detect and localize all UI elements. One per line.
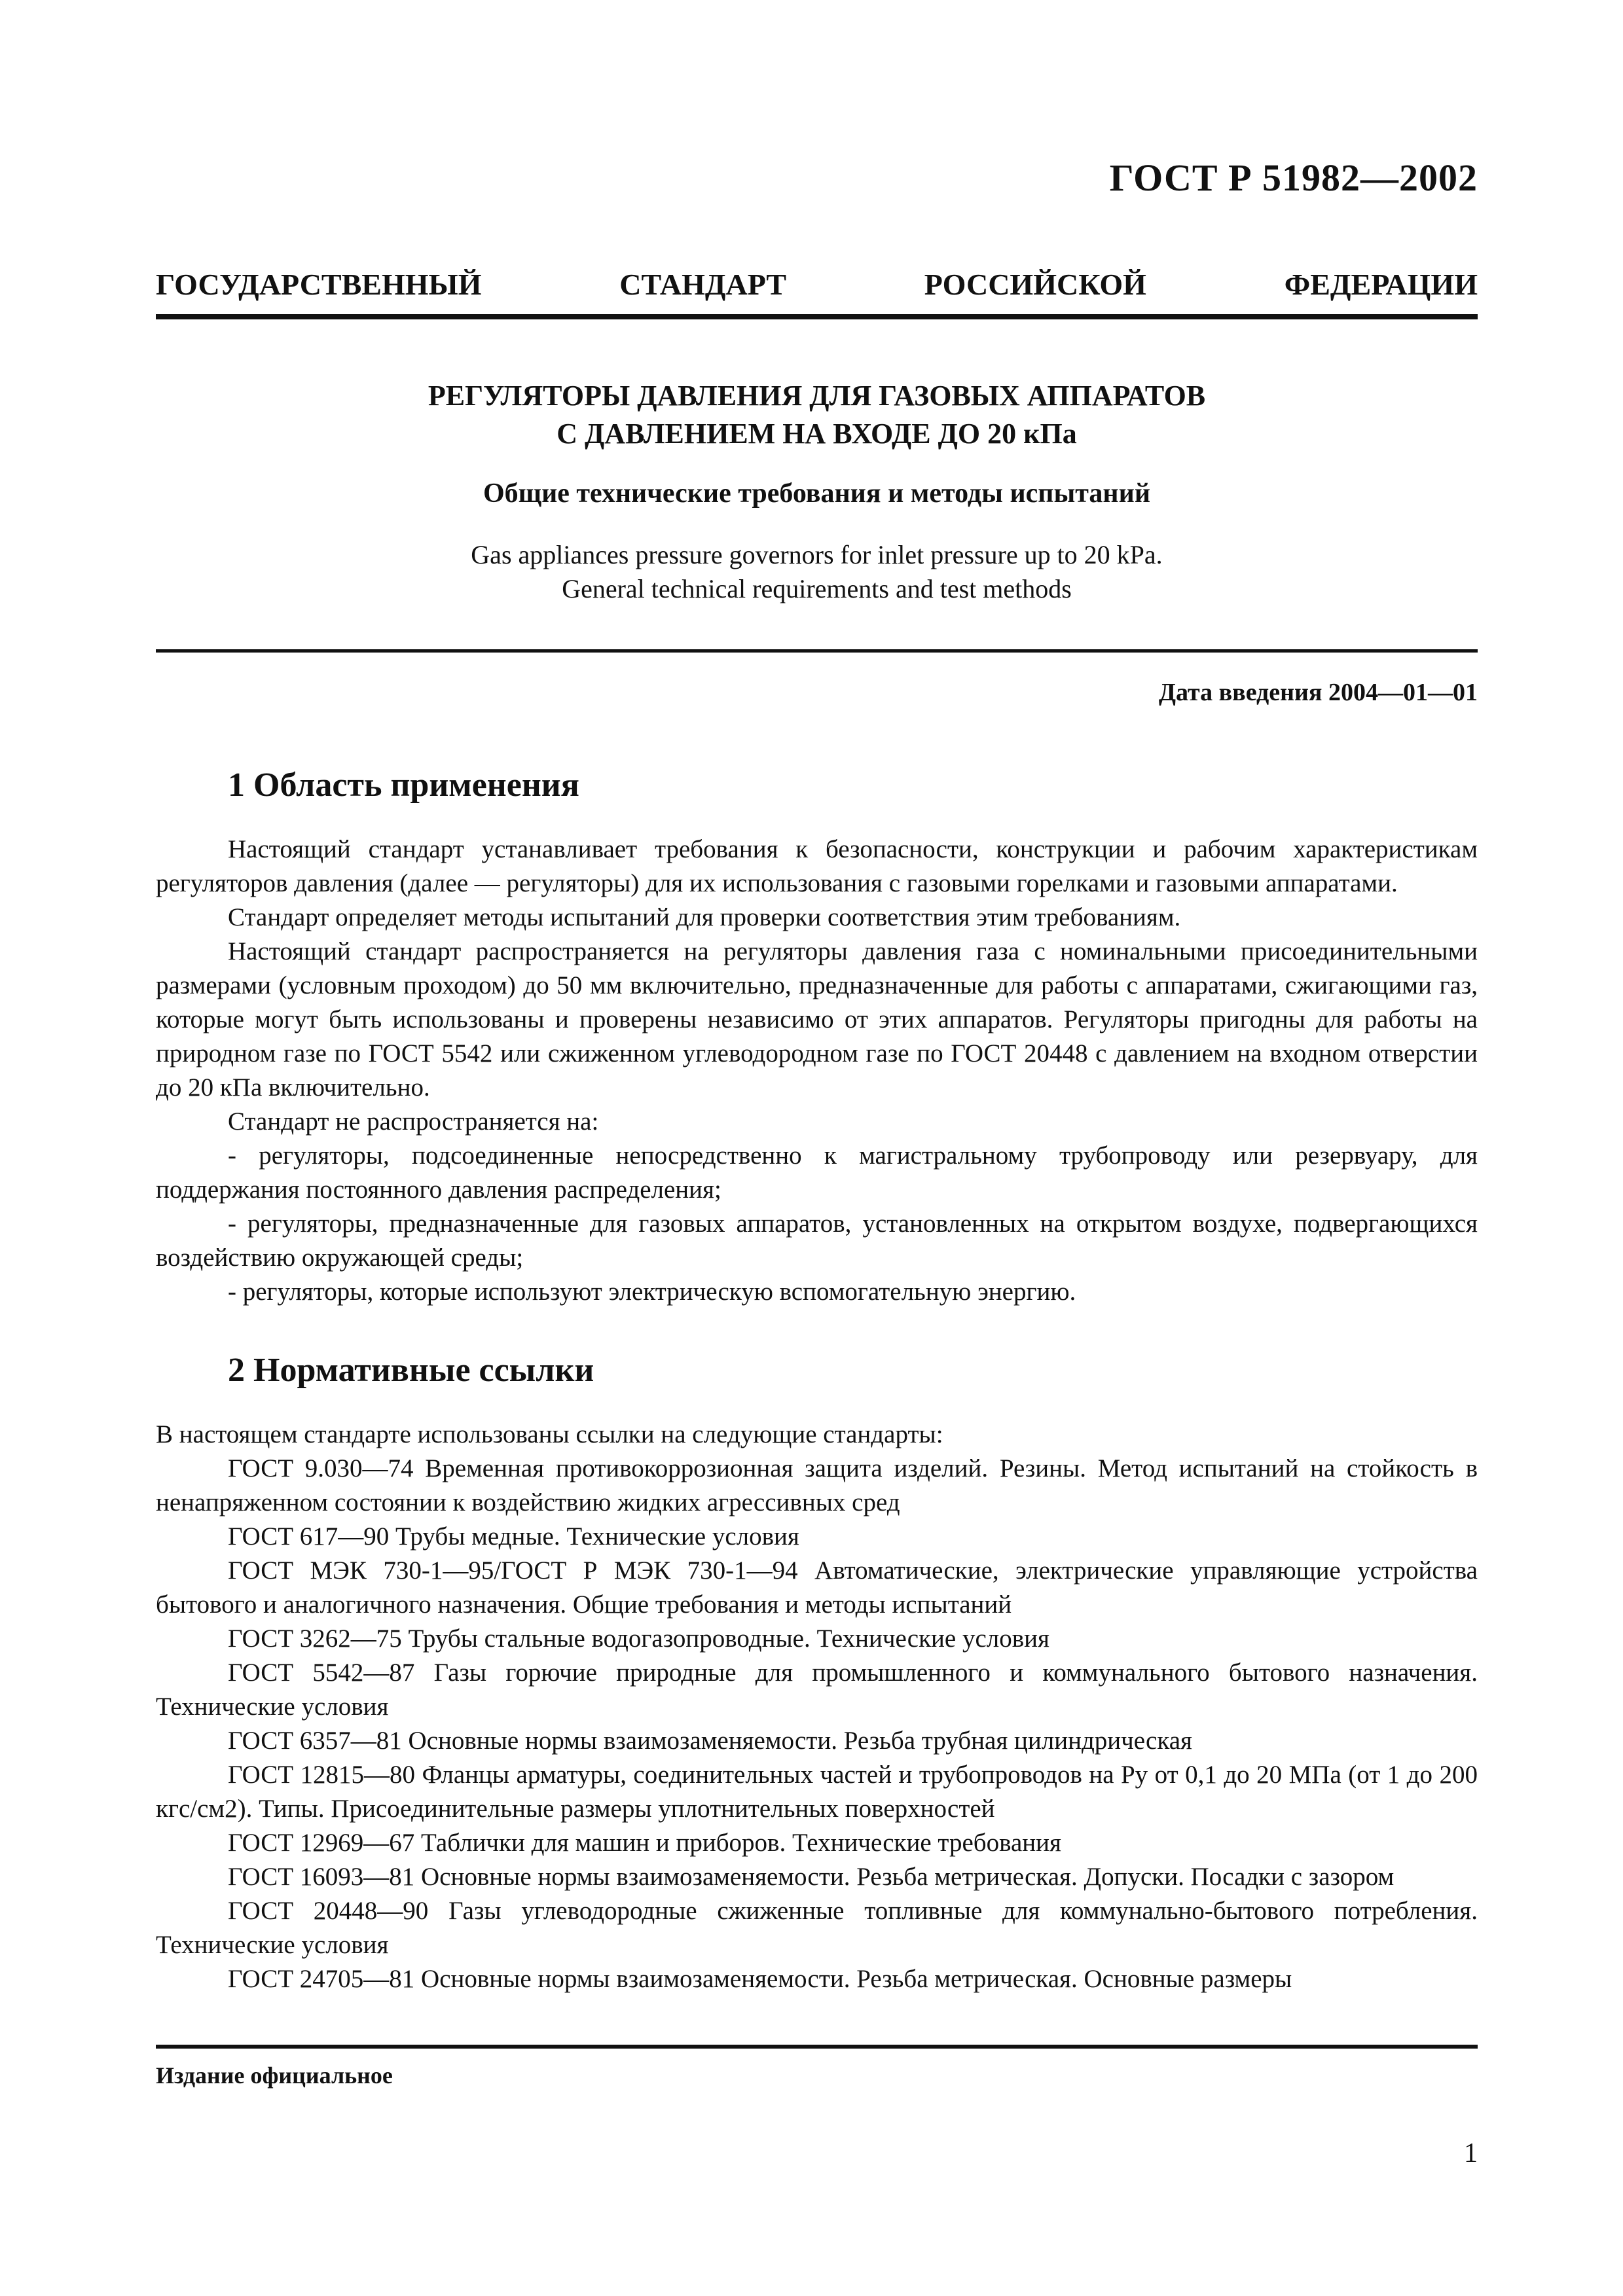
reference-item: ГОСТ 16093—81 Основные нормы взаимозаменяемости. Резьба метрическая. Допуски. Посадки с зазором bbox=[228, 1863, 1395, 1891]
reference-item: ГОСТ 9.030—74 Временная противокоррозионная защита изделий. Резины. Метод испытаний на стойкость в ненапряженном состоянии к воздействию жидких агрессивных сред bbox=[156, 1454, 1478, 1516]
document-title bbox=[156, 377, 1478, 453]
paragraph: - регуляторы, предназначенные для газовых аппаратов, установленных на открытом воздухе, подвергающихся воздействию окружающей среды; bbox=[156, 1210, 1478, 1272]
section-2-heading: 2 Нормативные ссылки bbox=[228, 1352, 594, 1389]
reference-item: ГОСТ 3262—75 Трубы стальные водогазопроводные. Технические условия bbox=[228, 1624, 1049, 1653]
document-subtitle: Общие технические требования и методы испытаний bbox=[483, 478, 1151, 509]
introduction-date: Дата введения 2004—01—01 bbox=[1158, 679, 1478, 706]
header-rule bbox=[156, 314, 1478, 319]
reference-item: ГОСТ 24705—81 Основные нормы взаимозаменяемости. Резьба метрическая. Основные размеры bbox=[228, 1965, 1292, 1993]
org-word: СТАНДАРТ bbox=[619, 268, 787, 301]
paragraph: Настоящий стандарт устанавливает требования к безопасности, конструкции и рабочим характеристикам регуляторов давления (далее — регуляторы) для их использования с газовыми горелками и газовыми аппаратами. bbox=[156, 835, 1478, 897]
title-line: С ДАВЛЕНИЕМ НА ВХОДЕ ДО 20 кПа bbox=[556, 418, 1077, 450]
reference-item: ГОСТ 12969—67 Таблички для машин и приборов. Технические требования bbox=[228, 1829, 1061, 1857]
reference-item: ГОСТ 6357—81 Основные нормы взаимозаменяемости. Резьба трубная цилиндрическая bbox=[228, 1727, 1192, 1755]
page-number: 1 bbox=[1464, 2138, 1478, 2168]
org-word: ГОСУДАРСТВЕННЫЙ bbox=[156, 268, 482, 301]
document-number: ГОСТ Р 51982—2002 bbox=[1109, 156, 1478, 199]
edition-label: Издание официальное bbox=[156, 2062, 393, 2089]
title-rule bbox=[156, 649, 1478, 653]
org-word: ФЕДЕРАЦИИ bbox=[1284, 268, 1478, 301]
paragraph: Настоящий стандарт распространяется на регуляторы давления газа с номинальными присоединительными размерами (условным проходом) до 50 мм включительно, предназначенные для работы с аппаратами, сжигающими газ, которые могут быть использованы и проверены независимо от этих аппаратов. Регуляторы пригодны для работы на природном газе по ГОСТ 5542 или сжиженном углеводородном газе по ГОСТ 20448 с давлением на входном отверстии до 20 кПа включительно. bbox=[156, 937, 1478, 1102]
title-line: РЕГУЛЯТОРЫ ДАВЛЕНИЯ ДЛЯ ГАЗОВЫХ АППАРАТОВ bbox=[428, 380, 1206, 412]
reference-item: ГОСТ 20448—90 Газы углеводородные сжиженные топливные для коммунально-бытового потребления. Технические условия bbox=[156, 1897, 1478, 1959]
paragraph: Стандарт определяет методы испытаний для проверки соответствия этим требованиям. bbox=[228, 903, 1181, 931]
reference-item: ГОСТ МЭК 730-1—95/ГОСТ Р МЭК 730-1—94 Автоматические, электрические управляющие устройства бытового и аналогичного назначения. Общие требования и методы испытаний bbox=[156, 1556, 1478, 1619]
reference-item: ГОСТ 5542—87 Газы горючие природные для промышленного и коммунального бытового назначения. Технические условия bbox=[156, 1659, 1478, 1721]
paragraph: - регуляторы, подсоединенные непосредственно к магистральному трубопроводу или резервуару, для поддержания постоянного давления распределения; bbox=[156, 1141, 1478, 1204]
org-word: РОССИЙСКОЙ bbox=[924, 268, 1146, 301]
paragraph: Стандарт не распространяется на: bbox=[228, 1107, 599, 1136]
organization-header bbox=[156, 267, 1478, 302]
section-1-heading: 1 Область применения bbox=[228, 766, 579, 804]
section-2-body bbox=[156, 1418, 1478, 1996]
reference-item: ГОСТ 12815—80 Фланцы арматуры, соединительных частей и трубопроводов на Py от 0,1 до 20 МПа (от 1 до 200 кгс/см2). Типы. Присоединительные размеры уплотнительных поверхностей bbox=[156, 1761, 1478, 1823]
paragraph: - регуляторы, которые используют электрическую вспомогательную энергию. bbox=[228, 1278, 1076, 1306]
footer-rule bbox=[156, 2045, 1478, 2049]
english-title-line: General technical requirements and test methods bbox=[562, 574, 1072, 603]
english-title-line: Gas appliances pressure governors for inlet pressure up to 20 kPa. bbox=[471, 540, 1163, 569]
reference-item: ГОСТ 617—90 Трубы медные. Технические условия bbox=[228, 1522, 799, 1551]
english-title bbox=[156, 538, 1478, 606]
paragraph: В настоящем стандарте использованы ссылки на следующие стандарты: bbox=[156, 1420, 943, 1448]
section-1-body bbox=[156, 833, 1478, 1309]
